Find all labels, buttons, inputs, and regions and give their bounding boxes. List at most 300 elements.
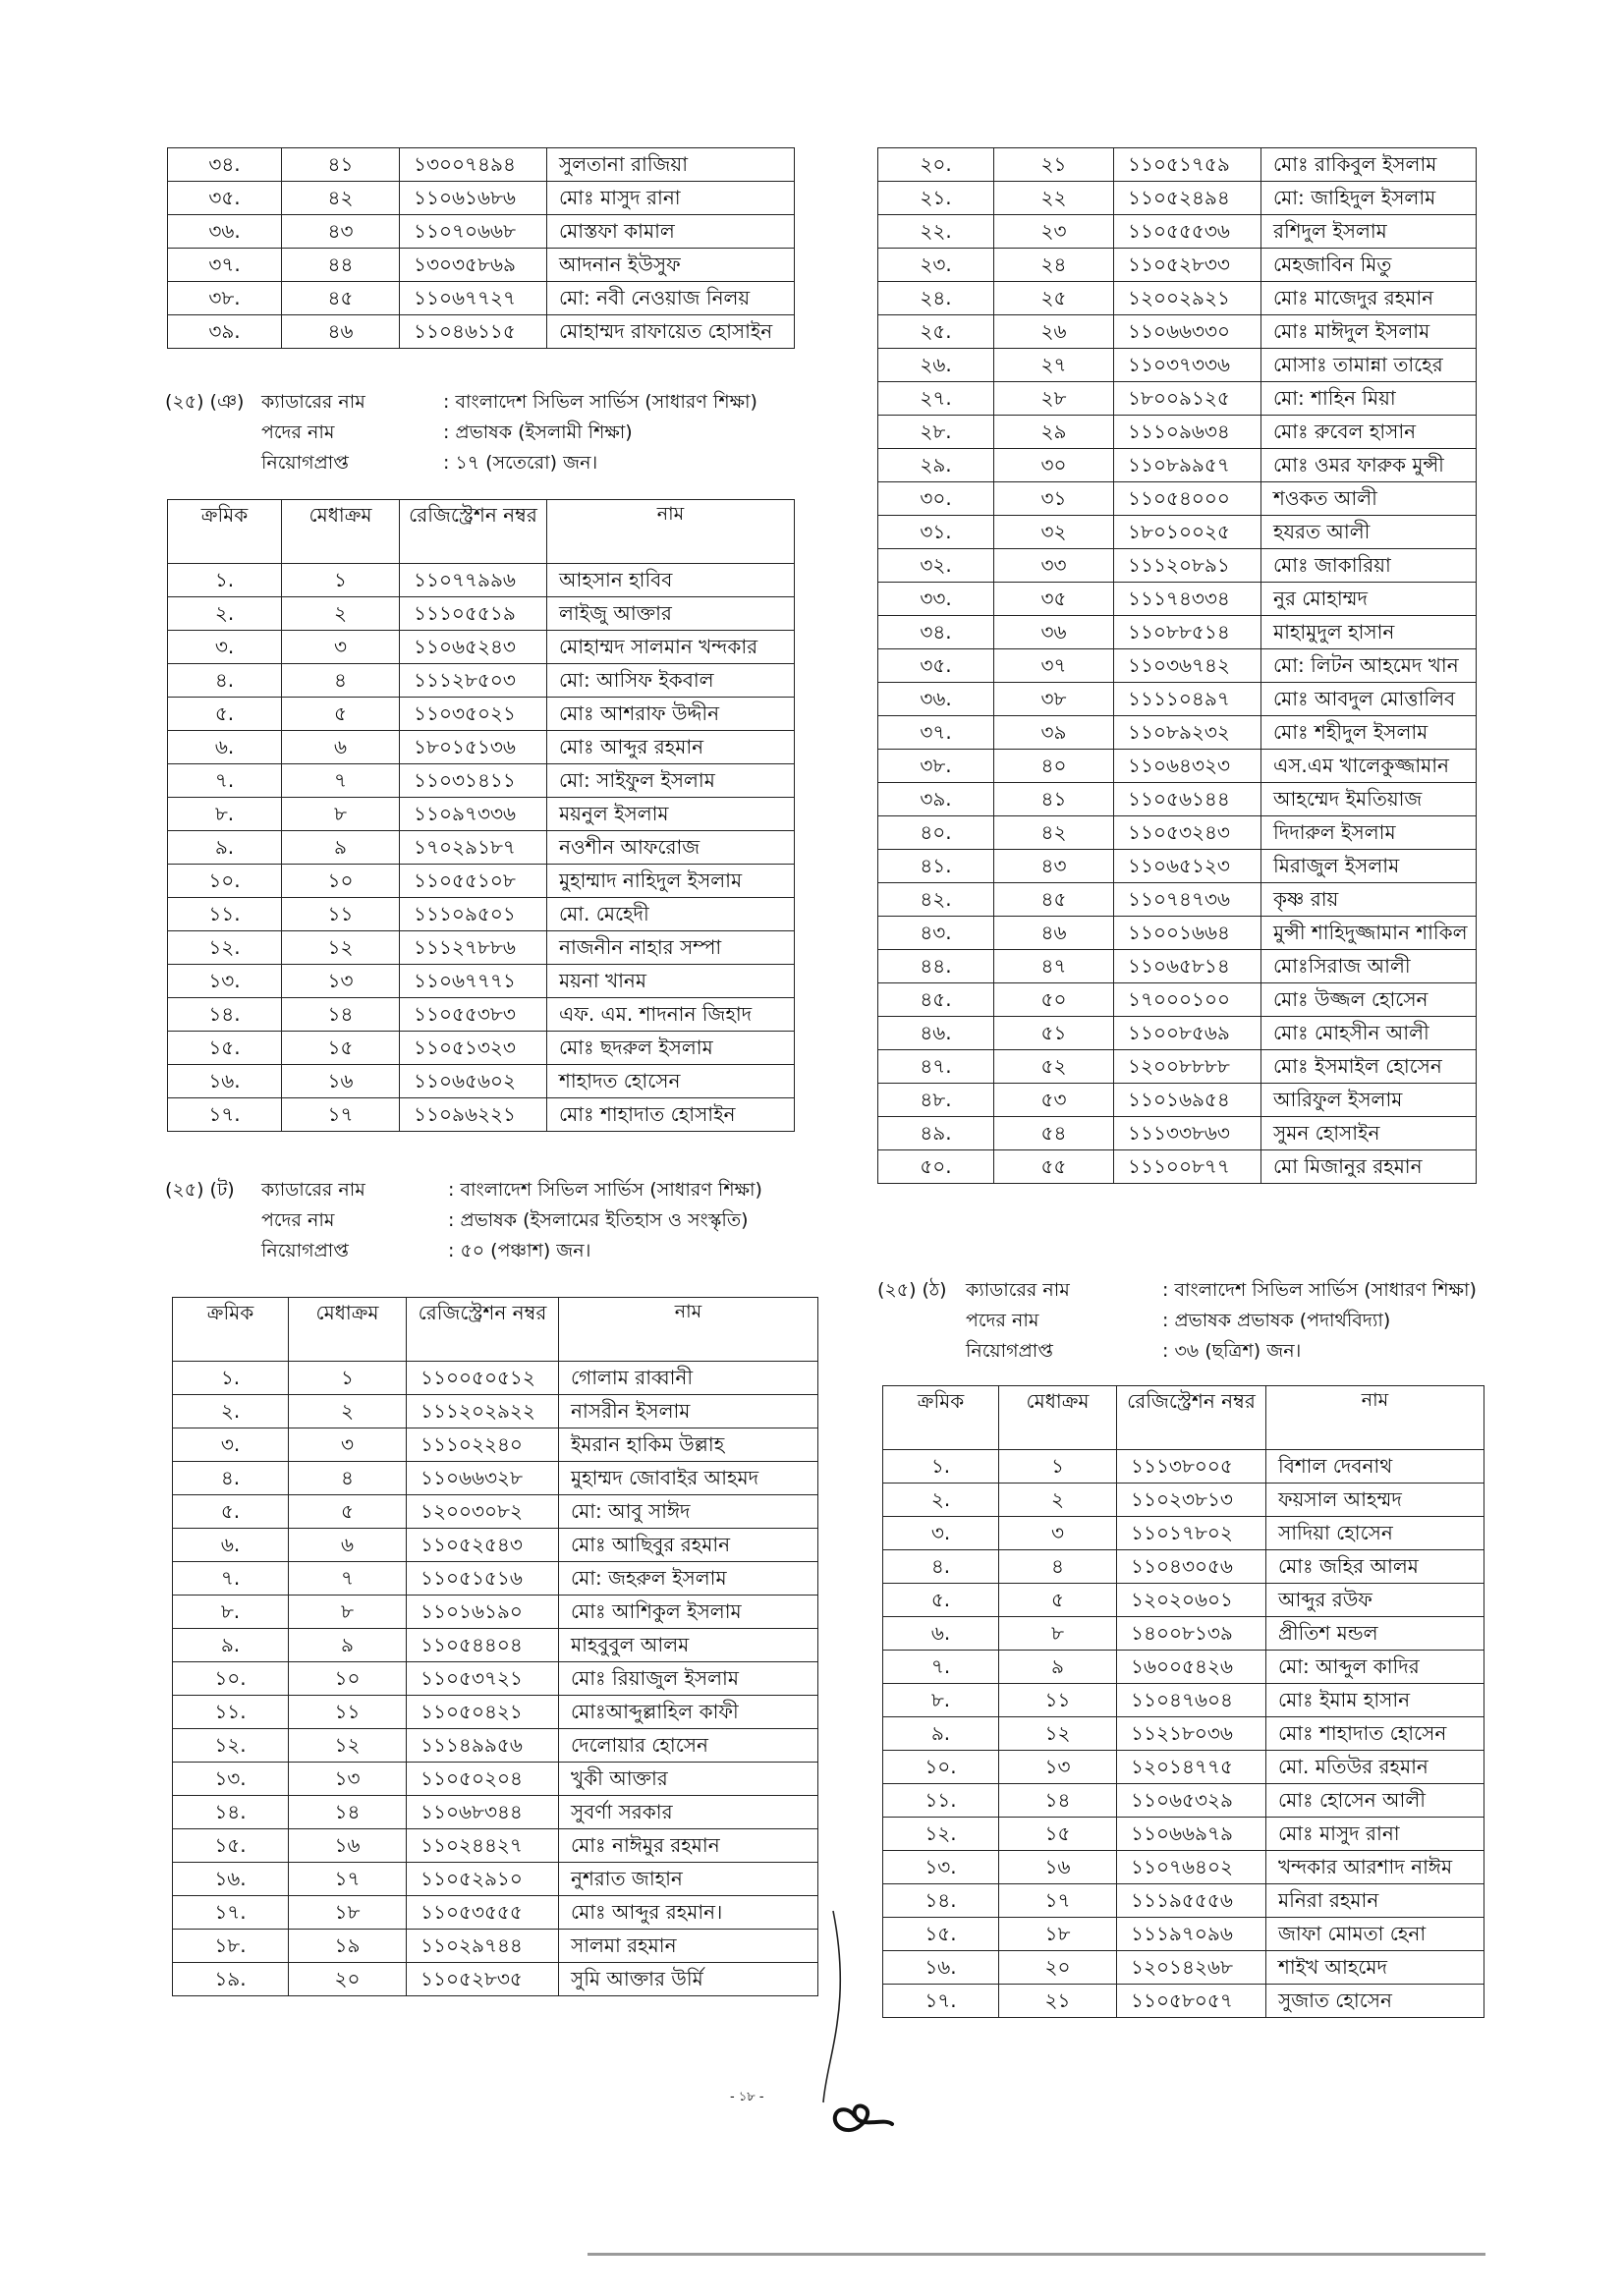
merit-cell: ৩ — [289, 1428, 407, 1462]
serial-cell: ৪. — [883, 1550, 999, 1584]
table-row — [168, 898, 795, 931]
name-cell: মোঃ আব্দুর রহমান। — [559, 1896, 818, 1930]
name-cell: আহম্মেদ ইমতিয়াজ — [1261, 783, 1477, 816]
serial-cell: ৩৯. — [878, 783, 994, 816]
merit-cell: ৯ — [282, 831, 400, 865]
merit-cell: ৩৮ — [994, 683, 1114, 716]
merit-cell: ২৫ — [994, 282, 1114, 315]
merit-cell: ১২ — [289, 1729, 407, 1763]
table-row — [883, 1484, 1484, 1517]
table-row — [173, 1662, 818, 1696]
serial-cell: ৪১. — [878, 850, 994, 883]
signature-mark — [815, 1906, 904, 2152]
merit-cell: ১০ — [289, 1662, 407, 1696]
name-cell: মোসাঃ তামান্না তাহের — [1261, 349, 1477, 382]
merit-cell: ৪২ — [282, 182, 400, 215]
serial-cell: ১৭. — [168, 1098, 282, 1132]
table-row — [168, 965, 795, 998]
serial-cell: ১৩. — [883, 1851, 999, 1884]
name-cell: শাইখ আহমেদ — [1266, 1951, 1484, 1985]
merit-cell: ৫৫ — [994, 1150, 1114, 1184]
serial-cell: ১২. — [168, 931, 282, 965]
serial-cell: ৪৭. — [878, 1050, 994, 1084]
serial-cell: ৬. — [883, 1617, 999, 1651]
merit-cell: ১২ — [282, 931, 400, 965]
table-row — [878, 983, 1477, 1017]
table-row — [878, 716, 1477, 750]
serial-cell: ৪৬. — [878, 1017, 994, 1050]
merit-cell: ১৮ — [289, 1896, 407, 1930]
merit-cell: ৩৭ — [994, 649, 1114, 683]
serial-cell: ৩৬. — [168, 215, 282, 249]
registration-cell: ১১০৭৭৯৯৬ — [400, 564, 547, 597]
table-row — [173, 1896, 818, 1930]
name-cell: মো: আসিফ ইকবাল — [547, 664, 795, 698]
merit-cell: ৩ — [282, 631, 400, 664]
name-cell: মুহাম্মাদ নাহিদুল ইসলাম — [547, 865, 795, 898]
name-cell: মো মিজানুর রহমান — [1261, 1150, 1477, 1184]
merit-cell: ৬ — [282, 731, 400, 764]
serial-cell: ৪. — [168, 664, 282, 698]
registration-cell: ১২০০২৯২১ — [1114, 282, 1261, 315]
serial-cell: ৭. — [168, 764, 282, 798]
merit-cell: ৩১ — [994, 482, 1114, 516]
table-row — [883, 1851, 1484, 1884]
serial-cell: ১২. — [173, 1729, 289, 1763]
name-cell: নাজনীন নাহার সম্পা — [547, 931, 795, 965]
serial-cell: ৪৫. — [878, 983, 994, 1017]
registration-cell: ১৮০১০০২৫ — [1114, 516, 1261, 549]
scan-edge-line — [588, 2253, 1485, 2256]
registration-cell: ১১০৬১৬৮৬ — [400, 182, 547, 215]
merit-cell: ৪৬ — [282, 315, 400, 349]
merit-cell: ১ — [999, 1450, 1117, 1484]
serial-cell: ২৩. — [878, 249, 994, 282]
value-post: : প্রভাষক প্রভাষক (পদার্থবিদ্যা) — [1162, 1310, 1391, 1331]
serial-cell: ১. — [883, 1450, 999, 1484]
merit-cell: ২১ — [999, 1985, 1117, 2018]
serial-cell: ৪২. — [878, 883, 994, 917]
table-row — [173, 1462, 818, 1495]
registration-cell: ১১০৫৩৭২১ — [407, 1662, 559, 1696]
page-number: - ১৮ - — [730, 2090, 764, 2104]
serial-cell: ২৪. — [878, 282, 994, 315]
column-header: নাম — [559, 1298, 818, 1362]
table-row — [883, 1651, 1484, 1684]
name-cell: মোঃ রুবেল হাসান — [1261, 416, 1477, 449]
name-cell: মাহবুবুল আলম — [559, 1629, 818, 1662]
registration-cell: ১১০৬৬৩৩০ — [1114, 315, 1261, 349]
name-cell: ফয়সাল আহম্মদ — [1266, 1484, 1484, 1517]
merit-cell: ২৭ — [994, 349, 1114, 382]
name-cell: মো: নবী নেওয়াজ নিলয় — [547, 282, 795, 315]
serial-cell: ১৯. — [173, 1963, 289, 1996]
label-appointed: নিয়োগপ্রাপ্ত — [261, 452, 349, 474]
table-row — [878, 950, 1477, 983]
table-row — [878, 1150, 1477, 1184]
name-cell: কৃষ্ণ রায় — [1261, 883, 1477, 917]
serial-cell: ৪৯. — [878, 1117, 994, 1150]
column-header: রেজিস্ট্রেশন নম্বর — [400, 500, 547, 564]
name-cell: মোঃ ওমর ফারুক মুন্সী — [1261, 449, 1477, 482]
value-post: : প্রভাষক (ইসলামের ইতিহাস ও সংস্কৃতি) — [448, 1209, 749, 1231]
merit-cell: ১৬ — [999, 1851, 1117, 1884]
registration-cell: ১১০৭৪৭৩৬ — [1114, 883, 1261, 917]
name-cell: মোঃসিরাজ আলী — [1261, 950, 1477, 983]
merit-cell: ১৪ — [282, 998, 400, 1032]
column-header: নাম — [1266, 1386, 1484, 1450]
merit-cell: ৪১ — [994, 783, 1114, 816]
name-cell: মোহাম্মদ সালমান খন্দকার — [547, 631, 795, 664]
table-row — [878, 382, 1477, 416]
name-cell: আব্দুর রউফ — [1266, 1584, 1484, 1617]
name-cell: আহসান হাবিব — [547, 564, 795, 597]
merit-cell: ৪১ — [282, 148, 400, 182]
merit-cell: ১৬ — [289, 1829, 407, 1863]
serial-cell: ১১. — [168, 898, 282, 931]
merit-cell: ১৩ — [289, 1763, 407, 1796]
serial-cell: ৯. — [168, 831, 282, 865]
name-cell: বিশাল দেবনাথ — [1266, 1450, 1484, 1484]
table-row — [883, 1951, 1484, 1985]
registration-cell: ১১০২৯৭৪৪ — [407, 1930, 559, 1963]
merit-cell: ২৪ — [994, 249, 1114, 282]
serial-cell: ৪০. — [878, 816, 994, 850]
name-cell: মুহাম্মদ জোবাইর আহমদ — [559, 1462, 818, 1495]
merit-cell: ১ — [289, 1362, 407, 1395]
section-code: (২৫) (ঠ) — [877, 1279, 947, 1301]
value-cadre: : বাংলাদেশ সিভিল সার্ভিস (সাধারণ শিক্ষা) — [443, 391, 757, 413]
name-cell: মোঃ আশিকুল ইসলাম — [559, 1596, 818, 1629]
serial-cell: ৬. — [173, 1529, 289, 1562]
value-appointed: : ৩৬ (ছত্রিশ) জন। — [1162, 1340, 1302, 1362]
table-row — [878, 683, 1477, 716]
name-cell: মাহামুদুল হাসান — [1261, 616, 1477, 649]
table-row — [883, 1517, 1484, 1550]
serial-cell: ৩. — [173, 1428, 289, 1462]
table-row — [173, 1562, 818, 1596]
registration-cell: ১১১৪৯৯৫৬ — [407, 1729, 559, 1763]
table-row — [878, 449, 1477, 482]
registration-cell: ১১২১৮০৩৬ — [1117, 1717, 1266, 1751]
table-row — [168, 698, 795, 731]
name-cell: মোঃ ইমাম হাসান — [1266, 1684, 1484, 1717]
table-row — [173, 1696, 818, 1729]
name-cell: এস.এম খালেকুজ্জামান — [1261, 750, 1477, 783]
name-cell: মোঃ মোহসীন আলী — [1261, 1017, 1477, 1050]
serial-cell: ৩. — [168, 631, 282, 664]
merit-cell: ১৭ — [999, 1884, 1117, 1918]
value-post: : প্রভাষক (ইসলামী শিক্ষা) — [443, 421, 633, 443]
registration-cell: ১১০৫২৫৪৩ — [407, 1529, 559, 1562]
registration-cell: ১১০৫০৪২১ — [407, 1696, 559, 1729]
registration-cell: ১১০৬৬৯৭৯ — [1117, 1818, 1266, 1851]
registration-cell: ১১০৩৭৩৩৬ — [1114, 349, 1261, 382]
label-cadre: ক্যাডারের নাম — [966, 1279, 1070, 1301]
merit-cell: ৬ — [289, 1529, 407, 1562]
table-row — [168, 931, 795, 965]
table-row — [878, 416, 1477, 449]
merit-cell: ১৫ — [999, 1818, 1117, 1851]
name-cell: প্রীতিশ মন্ডল — [1266, 1617, 1484, 1651]
registration-cell: ১১০৫১৫১৬ — [407, 1562, 559, 1596]
name-cell: মো: আব্দুল কাদির — [1266, 1651, 1484, 1684]
registration-cell: ১২০১৪২৬৮ — [1117, 1951, 1266, 1985]
registration-cell: ১১০৩১৪১১ — [400, 764, 547, 798]
registration-cell: ১১০৭৬৪০২ — [1117, 1851, 1266, 1884]
name-cell: নাসরীন ইসলাম — [559, 1395, 818, 1428]
serial-cell: ১৭. — [883, 1985, 999, 2018]
merit-cell: ২৯ — [994, 416, 1114, 449]
merit-cell: ৭ — [282, 764, 400, 798]
name-cell: মোঃ আবদুল মোত্তালিব — [1261, 683, 1477, 716]
name-cell: নওশীন আফরোজ — [547, 831, 795, 865]
registration-cell: ১১০৬৫৮১৪ — [1114, 950, 1261, 983]
table-row — [168, 865, 795, 898]
merit-cell: ৪ — [289, 1462, 407, 1495]
registration-cell: ১২০০৩০৮২ — [407, 1495, 559, 1529]
table-row — [883, 1450, 1484, 1484]
serial-cell: ৩. — [883, 1517, 999, 1550]
table-row — [883, 1617, 1484, 1651]
serial-cell: ৩৩. — [878, 583, 994, 616]
merit-cell: ১৯ — [289, 1930, 407, 1963]
table-row — [878, 649, 1477, 683]
serial-cell: ১. — [168, 564, 282, 597]
registration-cell: ১১০০১৬৬৪ — [1114, 917, 1261, 950]
name-cell: জাফা মোমতা হেনা — [1266, 1918, 1484, 1951]
merit-cell: ৭ — [289, 1562, 407, 1596]
table-row — [168, 798, 795, 831]
serial-cell: ৫০. — [878, 1150, 994, 1184]
registration-cell: ১৪০০৮১৩৯ — [1117, 1617, 1266, 1651]
serial-cell: ২৫. — [878, 315, 994, 349]
registration-cell: ১১০৫২৯১০ — [407, 1863, 559, 1896]
name-cell: মোঃআব্দুল্লাহিল কাফী — [559, 1696, 818, 1729]
registration-cell: ১১০৫২৮৩৫ — [407, 1963, 559, 1996]
name-cell: খন্দকার আরশাদ নাঈম — [1266, 1851, 1484, 1884]
serial-cell: ১৮. — [173, 1930, 289, 1963]
name-cell: মোঃ আছিবুর রহমান — [559, 1529, 818, 1562]
table-row — [878, 816, 1477, 850]
registration-cell: ১৩০০৭৪৯৪ — [400, 148, 547, 182]
registration-cell: ১১০৭০৬৬৮ — [400, 215, 547, 249]
serial-cell: ৩০. — [878, 482, 994, 516]
registration-cell: ১৮০০৯১২৫ — [1114, 382, 1261, 416]
name-cell: আরিফুল ইসলাম — [1261, 1084, 1477, 1117]
name-cell: মনিরা রহমান — [1266, 1884, 1484, 1918]
table-row — [878, 583, 1477, 616]
table-row — [878, 148, 1477, 182]
serial-cell: ৩৪. — [168, 148, 282, 182]
registration-cell: ১৭০০০১০০ — [1114, 983, 1261, 1017]
merit-cell: ৩০ — [994, 449, 1114, 482]
merit-cell: ৪০ — [994, 750, 1114, 783]
registration-cell: ১১০৬৭৭২৭ — [400, 282, 547, 315]
registration-cell: ১১০৫৩২৪৩ — [1114, 816, 1261, 850]
serial-cell: ৯. — [883, 1717, 999, 1751]
table-row — [878, 1017, 1477, 1050]
label-appointed: নিয়োগপ্রাপ্ত — [261, 1240, 349, 1261]
serial-cell: ৩২. — [878, 549, 994, 583]
label-post: পদের নাম — [261, 1209, 335, 1231]
merit-cell: ৫ — [999, 1584, 1117, 1617]
merit-cell: ৪৩ — [994, 850, 1114, 883]
table-row — [883, 1985, 1484, 2018]
registration-cell: ১১০৪৭৬০৪ — [1117, 1684, 1266, 1717]
merit-cell: ৮ — [999, 1617, 1117, 1651]
table-row — [168, 831, 795, 865]
serial-cell: ১০. — [168, 865, 282, 898]
serial-cell: ৩৮. — [168, 282, 282, 315]
merit-cell: ৫২ — [994, 1050, 1114, 1084]
serial-cell: ৩৬. — [878, 683, 994, 716]
table-row — [883, 1584, 1484, 1617]
table-section-jha — [167, 499, 795, 1132]
name-cell: মোঃ নাঈমুর রহমান — [559, 1829, 818, 1863]
merit-cell: ৫১ — [994, 1017, 1114, 1050]
registration-cell: ১১০৫৫৫৩৬ — [1114, 215, 1261, 249]
serial-cell: ২০. — [878, 148, 994, 182]
table-row — [883, 1918, 1484, 1951]
merit-cell: ৪ — [282, 664, 400, 698]
merit-cell: ৪২ — [994, 816, 1114, 850]
table-row — [878, 1117, 1477, 1150]
serial-cell: ৫. — [173, 1495, 289, 1529]
name-cell: মো: লিটন আহমেদ খান — [1261, 649, 1477, 683]
table-row — [168, 597, 795, 631]
serial-cell: ৩১. — [878, 516, 994, 549]
name-cell: সুমন হোসাইন — [1261, 1117, 1477, 1150]
column-header: মেধাক্রম — [999, 1386, 1117, 1450]
table-row — [173, 1529, 818, 1562]
registration-cell: ১১০০৮৫৬৯ — [1114, 1017, 1261, 1050]
registration-cell: ১১০৬৬৩২৮ — [407, 1462, 559, 1495]
table-row — [878, 917, 1477, 950]
registration-cell: ১১১৯৫৫৫৬ — [1117, 1884, 1266, 1918]
table-row — [878, 215, 1477, 249]
merit-cell: ৩৬ — [994, 616, 1114, 649]
table-row — [173, 1963, 818, 1996]
serial-cell: ১৪. — [168, 998, 282, 1032]
serial-cell: ১৫. — [168, 1032, 282, 1065]
registration-cell: ১১০৫১৩২৩ — [400, 1032, 547, 1065]
name-cell: মোঃ শাহাদাত হোসাইন — [547, 1098, 795, 1132]
serial-cell: ৫. — [883, 1584, 999, 1617]
name-cell: মো: সাইফুল ইসলাম — [547, 764, 795, 798]
merit-cell: ২৩ — [994, 215, 1114, 249]
table-row — [168, 215, 795, 249]
name-cell: ময়নুল ইসলাম — [547, 798, 795, 831]
table-row — [883, 1884, 1484, 1918]
merit-cell: ৪৭ — [994, 950, 1114, 983]
table-row — [173, 1596, 818, 1629]
table-row — [878, 349, 1477, 382]
name-cell: খুকী আক্তার — [559, 1763, 818, 1796]
name-cell: ইমরান হাকিম উল্লাহ — [559, 1428, 818, 1462]
registration-cell: ১১০৮৯৯৫৭ — [1114, 449, 1261, 482]
serial-cell: ৮. — [173, 1596, 289, 1629]
serial-cell: ৩৭. — [168, 249, 282, 282]
serial-cell: ৮. — [883, 1684, 999, 1717]
table-row — [878, 249, 1477, 282]
name-cell: মোঃ ছদরুল ইসলাম — [547, 1032, 795, 1065]
name-cell: মোস্তফা কামাল — [547, 215, 795, 249]
merit-cell: ১৩ — [999, 1751, 1117, 1784]
table-row — [168, 148, 795, 182]
table-row — [168, 182, 795, 215]
merit-cell: ৮ — [282, 798, 400, 831]
registration-cell: ১১০৫২৮৩৩ — [1114, 249, 1261, 282]
name-cell: মুন্সী শাহিদুজ্জামান শাকিল — [1261, 917, 1477, 950]
registration-cell: ১১১৯৭০৯৬ — [1117, 1918, 1266, 1951]
merit-cell: ১৩ — [282, 965, 400, 998]
serial-cell: ৪৪. — [878, 950, 994, 983]
merit-cell: ৫ — [289, 1495, 407, 1529]
table-row — [878, 750, 1477, 783]
label-post: পদের নাম — [966, 1310, 1039, 1331]
table-row — [883, 1751, 1484, 1784]
merit-cell: ১১ — [999, 1684, 1117, 1717]
registration-cell: ১১০৫৩৫৫৫ — [407, 1896, 559, 1930]
serial-cell: ১১. — [173, 1696, 289, 1729]
serial-cell: ১৪. — [883, 1884, 999, 1918]
table-row — [173, 1763, 818, 1796]
registration-cell: ১১০৬৫৩২৯ — [1117, 1784, 1266, 1818]
table-row — [878, 516, 1477, 549]
serial-cell: ২৬. — [878, 349, 994, 382]
name-cell: নুর মোহাম্মদ — [1261, 583, 1477, 616]
name-cell: রশিদুল ইসলাম — [1261, 215, 1477, 249]
table-row — [883, 1784, 1484, 1818]
registration-cell: ১১০১৬১৯০ — [407, 1596, 559, 1629]
registration-cell: ১১০৯৭৩৩৬ — [400, 798, 547, 831]
name-cell: মোঃ মাজেদুর রহমান — [1261, 282, 1477, 315]
registration-cell: ১১১৩৩৮৬৩ — [1114, 1117, 1261, 1150]
name-cell: আদনান ইউসুফ — [547, 249, 795, 282]
name-cell: সুমি আক্তার উর্মি — [559, 1963, 818, 1996]
value-appointed: : ৫০ (পঞ্চাশ) জন। — [448, 1240, 591, 1261]
merit-cell: ৮ — [289, 1596, 407, 1629]
section-code: (২৫) (ঞ) — [165, 391, 245, 413]
name-cell: সুলতানা রাজিয়া — [547, 148, 795, 182]
column-header: নাম — [547, 500, 795, 564]
registration-cell: ১১০৫২৪৯৪ — [1114, 182, 1261, 215]
merit-cell: ৫৪ — [994, 1117, 1114, 1150]
table-row — [168, 282, 795, 315]
name-cell: সুবর্ণা সরকার — [559, 1796, 818, 1829]
merit-cell: ২ — [282, 597, 400, 631]
merit-cell: ১৮ — [999, 1918, 1117, 1951]
serial-cell: ৪৮. — [878, 1084, 994, 1117]
registration-cell: ১১০১৭৮০২ — [1117, 1517, 1266, 1550]
name-cell: মো. মেহেদী — [547, 898, 795, 931]
table-row — [173, 1395, 818, 1428]
table-row — [173, 1796, 818, 1829]
registration-cell: ১৩০৩৫৮৬৯ — [400, 249, 547, 282]
registration-cell: ১১০৫৪০০০ — [1114, 482, 1261, 516]
table-row — [168, 564, 795, 597]
section-code: (২৫) (ট) — [165, 1179, 235, 1201]
merit-cell: ১৫ — [282, 1032, 400, 1065]
table-row — [173, 1829, 818, 1863]
name-cell: মোঃ জহির আলম — [1266, 1550, 1484, 1584]
merit-cell: ৩৩ — [994, 549, 1114, 583]
registration-cell: ১১০১৬৯৫৪ — [1114, 1084, 1261, 1117]
merit-cell: ৪৩ — [282, 215, 400, 249]
table-top-left — [167, 147, 795, 349]
column-header: রেজিস্ট্রেশন নম্বর — [407, 1298, 559, 1362]
